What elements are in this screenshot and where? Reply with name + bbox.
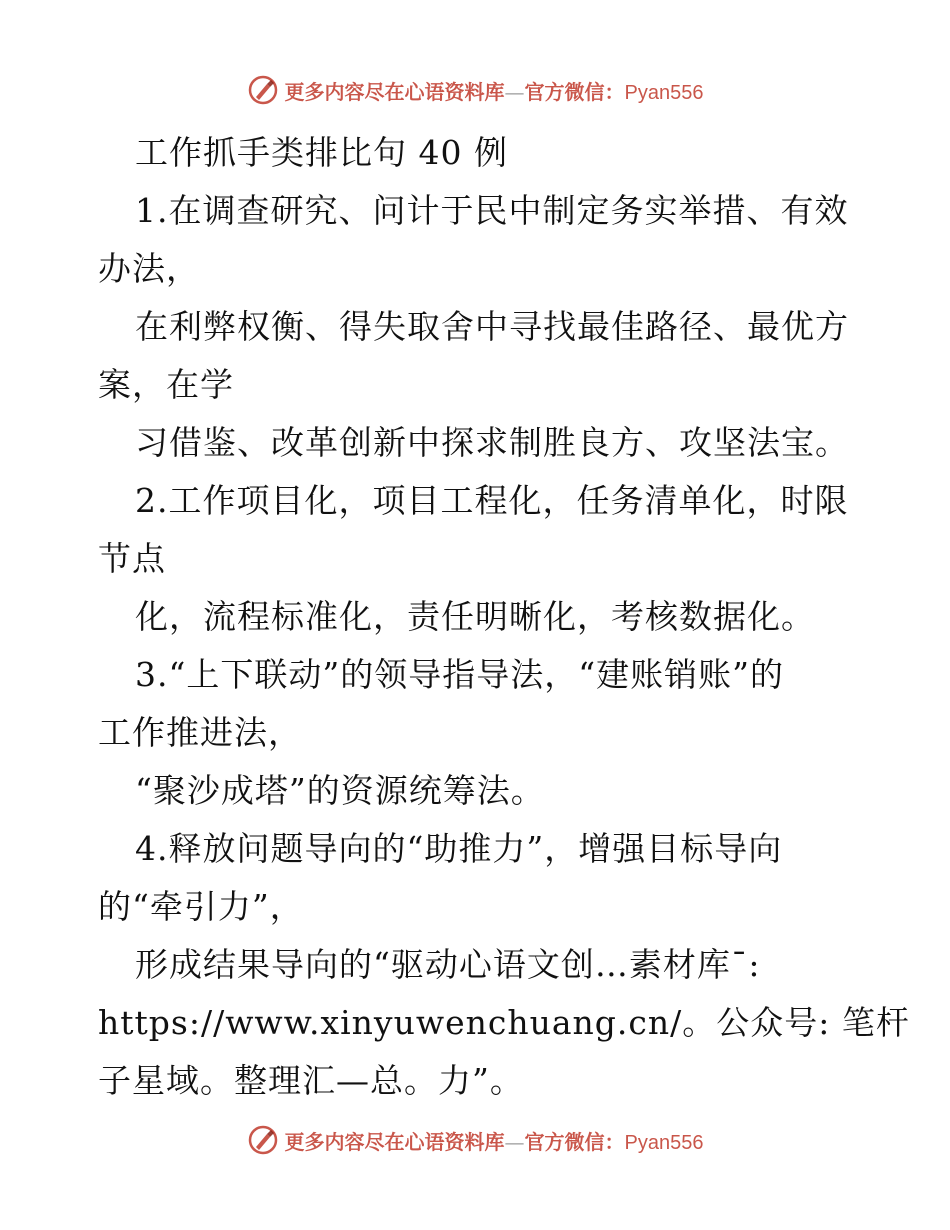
banner-official-label: 官方微信： [524,79,625,104]
banner-main-text: 更多内容尽在心语资料库 [284,1129,505,1154]
banner-text [285,1126,704,1155]
paragraph-line: 子星域。整理汇—总。力”。 [98,1061,524,1100]
paragraph-line: 办法， [98,249,200,288]
banner-account: Pyan556 [624,81,704,104]
banner-dash: — [504,79,525,104]
paragraph-line: 工作推进法， [98,713,302,752]
header-watermark-banner [0,70,950,110]
paragraph-line: 形成结果导向的“驱动心语文创…素材库¯: [135,945,761,984]
pen-logo-icon [247,74,279,106]
banner-text [285,76,704,105]
banner-dash: — [504,1129,525,1154]
paragraph-line: 节点 [98,539,166,578]
paragraph-line: 4.释放问题导向的“助推力”，增强目标导向 [135,829,783,868]
paragraph-line: 习借鉴、改革创新中探求制胜良方、攻坚法宝。 [135,423,849,462]
paragraph-line: 1.在调查研究、问计于民中制定务实举措、有效 [135,191,849,230]
banner-main-text: 更多内容尽在心语资料库 [284,79,505,104]
paragraph-line: “聚沙成塔”的资源统筹法。 [135,771,545,810]
paragraph-line: 的“牵引力”， [98,887,304,926]
paragraph-line: 3.“上下联动”的领导指导法，“建账销账”的 [135,655,784,694]
document-body [98,124,910,1110]
footer-watermark-banner [0,1120,950,1160]
document-title: 工作抓手类排比句 40 例 [135,133,508,172]
paragraph-line: 案，在学 [98,365,234,404]
paragraph-line: 在利弊权衡、得失取舍中寻找最佳路径、最优方 [135,307,849,346]
banner-account: Pyan556 [624,1131,704,1154]
pen-logo-icon [247,1124,279,1156]
banner-official-label: 官方微信： [524,1129,625,1154]
paragraph-line: 2.工作项目化，项目工程化，任务清单化，时限 [135,481,849,520]
paragraph-line-url: https://www.xinyuwenchuang.cn/。公众号: 笔杆 [98,1003,910,1042]
paragraph-line: 化，流程标准化，责任明晰化，考核数据化。 [135,597,815,636]
